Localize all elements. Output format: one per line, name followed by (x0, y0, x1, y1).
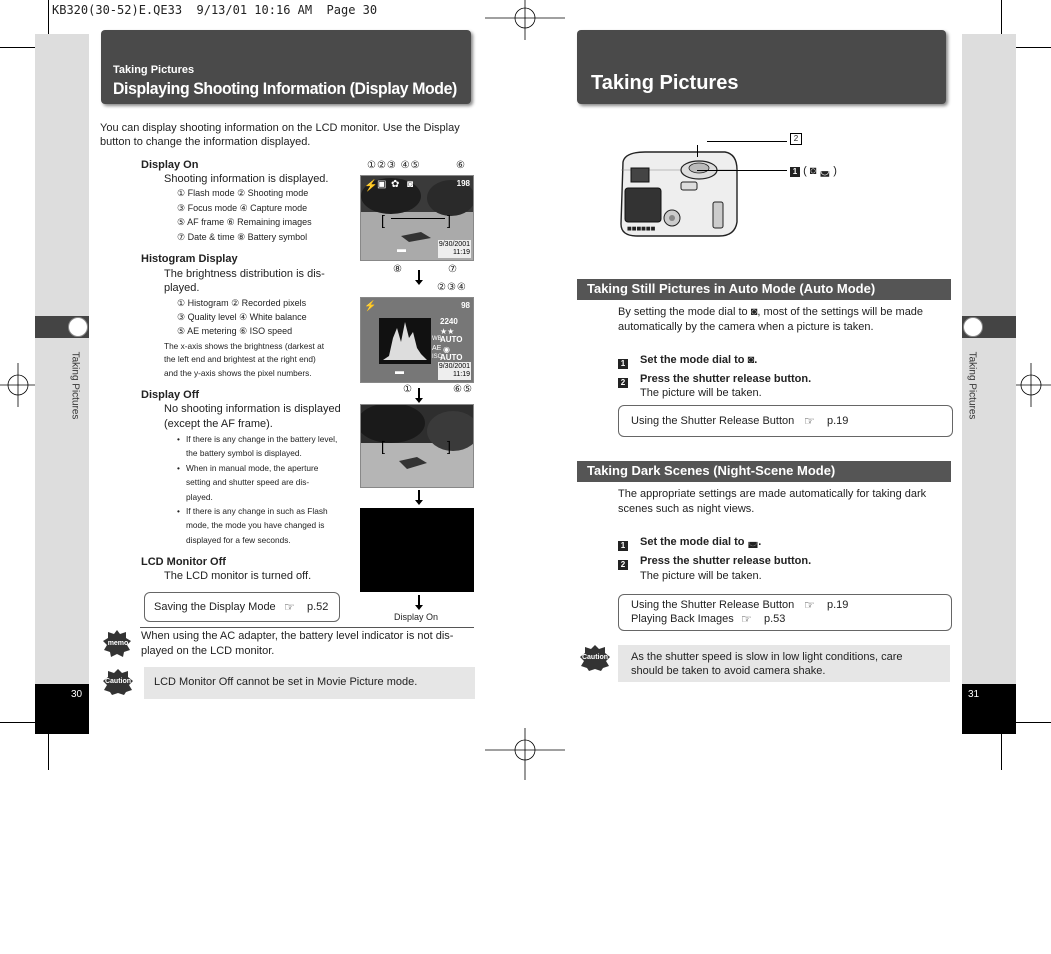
memo-text: When using the AC adapter, the battery level indicator is not dis- (141, 630, 454, 642)
pointing-hand-icon: ☞ (741, 612, 752, 626)
tab-circle (68, 317, 88, 337)
histogram-item: ⑤ AE metering ⑥ ISO speed (177, 326, 293, 336)
down-arrow-icon (418, 270, 420, 282)
right-page-number-block (962, 684, 1016, 734)
registration-mark-bottom (485, 728, 565, 780)
display-on-item: ③ Focus mode ④ Capture mode (177, 203, 308, 213)
left-page-number-block (35, 684, 89, 734)
callout-numbers: ① (403, 384, 413, 395)
crop-mark (48, 730, 49, 770)
auto-intro: By setting the mode dial to ◙, most of the settings will be made (618, 306, 924, 318)
display-off-desc: (except the AF frame). (164, 418, 273, 430)
bullet-text: If there is any change in such as Flash (186, 506, 328, 516)
auto-step-2-sub: The picture will be taken. (640, 387, 762, 399)
histogram-desc: played. (164, 282, 200, 294)
remaining-images: 98 (461, 301, 470, 310)
crop-mark (0, 722, 40, 723)
auto-step-1: Set the mode dial to ◙. (640, 354, 758, 366)
pointing-hand-icon: ☞ (804, 414, 815, 428)
section-heading-night: Taking Dark Scenes (Night-Scene Mode) (577, 461, 951, 482)
registration-mark-right (1011, 363, 1051, 407)
reference-text: Playing Back Images (631, 613, 734, 625)
time-label: 11:19 (453, 371, 470, 378)
recorded-pixels: 2240 (440, 317, 458, 326)
svg-text:■■■■■■: ■■■■■■ (627, 226, 656, 232)
lcd-histogram (360, 297, 474, 383)
lcd-off-heading: LCD Monitor Off (141, 556, 226, 568)
battery-icon: ▬ (397, 244, 406, 254)
night-intro: scenes such as night views. (618, 503, 755, 515)
crop-mark (1011, 722, 1051, 723)
white-balance: AUTO (440, 335, 463, 344)
callout-line (697, 145, 698, 157)
paren-open: ( (803, 165, 807, 177)
callout-1 (790, 164, 837, 177)
callout-numbers: ⑥ (456, 160, 466, 171)
display-on-label: Display On (394, 612, 439, 622)
histogram-item: ① Histogram ② Recorded pixels (177, 298, 307, 308)
print-header: KB320(30-52)E.QE33 9/13/01 10:16 AM Page 30 (52, 3, 378, 17)
focus-mode-icon: ✿ (391, 179, 400, 190)
iso-label: ISO (432, 354, 443, 360)
iso-speed: AUTO (440, 353, 463, 362)
step-number: 2 (618, 372, 628, 390)
bullet-text: setting and shutter speed are dis- (186, 477, 310, 487)
lcd-display-off (360, 404, 474, 488)
reference-text: Using the Shutter Release Button (631, 599, 795, 611)
histogram-note: the left end and brightest at the right end) (164, 354, 316, 364)
histogram-desc: The brightness distribution is dis- (164, 268, 325, 280)
pointing-hand-icon: ☞ (804, 598, 815, 612)
pointing-hand-icon: ☞ (284, 600, 295, 614)
scene-image (361, 405, 473, 487)
lcd-display-on (360, 175, 474, 261)
display-off-heading: Display Off (141, 389, 200, 401)
wb-label: WB (432, 336, 442, 342)
registration-mark-top (485, 0, 565, 40)
registration-mark-left (0, 363, 40, 407)
night-step-1: Set the mode dial to ◛. (640, 536, 762, 548)
histogram-item: ③ Quality level ④ White balance (177, 312, 307, 322)
step-number: 2 (618, 554, 628, 572)
night-step-2: Press the shutter release button. (640, 555, 812, 567)
callout-numbers: ①②③ ④⑤ (367, 160, 421, 171)
caution-icon-label: Caution (581, 654, 609, 661)
night-scene-icon: ◛ (819, 165, 831, 177)
bullet-dot: • (177, 506, 180, 516)
intro-text: You can display shooting information on the LCD monitor. Use the Display button to change the information displayed. (100, 122, 460, 148)
callout-numbers: ②③④ (437, 282, 467, 293)
callout-number-box: 1 (790, 167, 800, 177)
lcd-monitor-off (360, 508, 474, 592)
crop-mark (1011, 47, 1051, 48)
down-arrow-icon (418, 595, 420, 607)
reference-text: Saving the Display Mode (154, 601, 276, 613)
crop-mark (0, 47, 40, 48)
reference-page: p.52 (307, 601, 329, 613)
reference-page: p.53 (764, 613, 786, 625)
crop-mark (1001, 730, 1002, 770)
histogram-note: The x-axis shows the brightness (darkest at (164, 341, 325, 351)
memo-text: played on the LCD monitor. (141, 645, 275, 657)
night-intro: The appropriate settings are made automatically for taking dark (618, 488, 927, 500)
time-label: 11:19 (453, 249, 470, 256)
bullet-text: When in manual mode, the aperture (186, 463, 319, 473)
bullet-text: If there is any change in the battery level, (186, 434, 338, 444)
right-header-box (577, 30, 946, 104)
callout-numbers: ⑦ (448, 264, 458, 275)
caution-box (618, 645, 950, 682)
paren-close: ) (833, 165, 837, 177)
caution-text: As the shutter speed is slow in low light conditions, care (631, 651, 903, 663)
display-on-heading: Display On (141, 159, 199, 171)
caution-text: LCD Monitor Off cannot be set in Movie Picture mode. (154, 676, 418, 688)
reference-page: p.19 (827, 599, 849, 611)
night-step-2-sub: The picture will be taken. (640, 570, 762, 582)
bullet-text: mode, the mode you have changed is (186, 520, 325, 530)
caution-icon-label: Caution (104, 678, 132, 685)
caution-text: should be taken to avoid camera shake. (631, 665, 826, 677)
left-side-strip (35, 34, 89, 734)
left-header-box (101, 30, 471, 104)
af-frame-left: [ (381, 212, 385, 228)
night-scene-icon: ◛ (747, 536, 759, 548)
reference-page: p.19 (827, 415, 849, 427)
down-arrow-icon (418, 388, 420, 400)
display-off-desc: No shooting information is displayed (164, 403, 341, 415)
flash-icon: ⚡ (364, 180, 378, 192)
reference-box (618, 405, 953, 437)
callout-line (697, 170, 787, 171)
camera-icon: ◙ (750, 306, 758, 318)
reference-text: Using the Shutter Release Button (631, 415, 795, 427)
divider (140, 627, 474, 628)
capture-mode-icon: ◙ (407, 179, 414, 190)
date-label: 9/30/2001 (438, 363, 470, 370)
display-on-item: ⑤ AF frame ⑥ Remaining images (177, 217, 312, 227)
display-on-item: ① Flash mode ② Shooting mode (177, 188, 309, 198)
step-number: 1 (618, 353, 628, 371)
tab-circle (963, 317, 983, 337)
camera-icon: ◙ (747, 354, 755, 366)
date-label: 9/30/2001 (438, 241, 470, 248)
remaining-images: 198 (456, 179, 470, 188)
af-frame-line (391, 218, 445, 219)
reference-box (618, 594, 952, 631)
lcd-off-desc: The LCD monitor is turned off. (164, 570, 312, 582)
page-number: 31 (968, 689, 980, 700)
af-frame-right: ] (447, 438, 451, 454)
af-frame-left: [ (381, 438, 385, 454)
reference-box (144, 592, 340, 622)
bullet-dot: • (177, 434, 180, 444)
camera-icon: ◙ (809, 165, 817, 177)
callout-line (707, 141, 787, 142)
bullet-text: the battery symbol is displayed. (186, 448, 302, 458)
down-arrow-icon (418, 490, 420, 502)
auto-intro: automatically by the camera when a picture is taken. (618, 321, 874, 333)
ae-label: AE (432, 345, 442, 352)
bullet-dot: • (177, 463, 180, 473)
quality-level: ★★ (440, 327, 455, 336)
left-side-label: Taking Pictures (69, 351, 81, 420)
bullet-text: played. (186, 492, 213, 502)
caution-box (144, 667, 475, 699)
right-side-label: Taking Pictures (966, 351, 978, 420)
display-on-desc: Shooting information is displayed. (164, 173, 329, 185)
display-on-item: ⑦ Date & time ⑧ Battery symbol (177, 232, 308, 242)
af-frame-right: ] (447, 212, 451, 228)
section-heading-auto: Taking Still Pictures in Auto Mode (Auto Mode) (577, 279, 951, 300)
camera-illustration (615, 140, 740, 240)
callout-number-box: 2 (790, 133, 802, 145)
step-number: 1 (618, 535, 628, 553)
callout-numbers: ⑧ (393, 264, 403, 275)
page-number: 30 (71, 689, 83, 700)
histogram-note: and the y-axis shows the pixel numbers. (164, 368, 312, 378)
battery-icon: ▬ (395, 366, 404, 376)
flash-icon: ⚡ (364, 301, 377, 312)
page-title: Displaying Shooting Information (Display Mode) (113, 79, 457, 98)
ae-metering-icon: ◉ (443, 345, 450, 354)
memo-icon-label: memo (107, 640, 129, 647)
section-subtitle: Taking Pictures (113, 64, 195, 76)
histogram-heading: Histogram Display (141, 253, 238, 265)
bullet-text: displayed for a few seconds. (186, 535, 291, 545)
callout-numbers: ⑥⑤ (453, 384, 473, 395)
auto-step-2: Press the shutter release button. (640, 373, 812, 385)
page-title: Taking Pictures (591, 72, 739, 94)
shooting-mode-icon: ▣ (377, 179, 387, 190)
